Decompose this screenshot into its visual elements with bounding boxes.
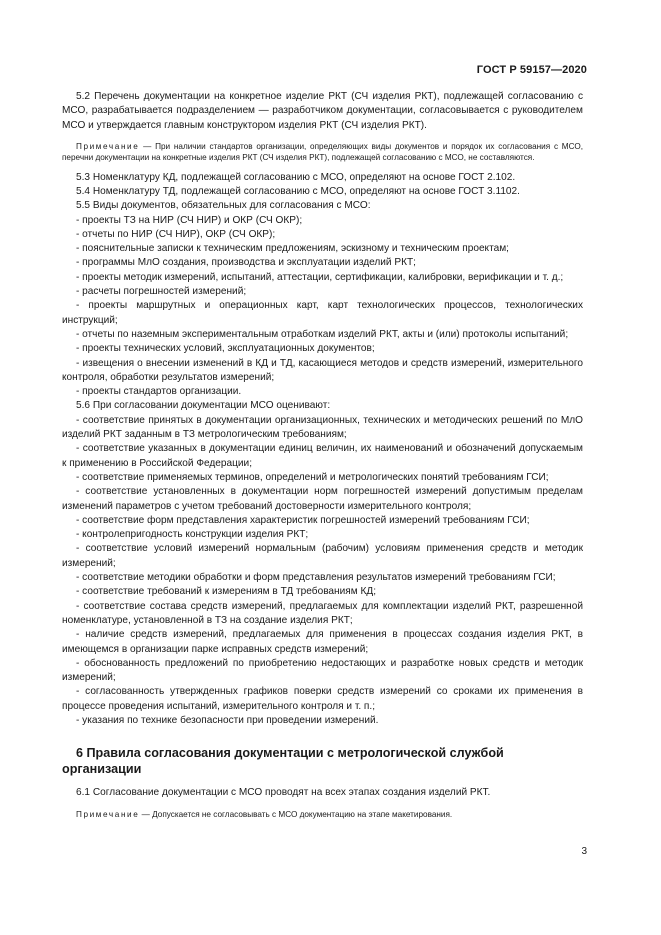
list-item: - пояснительные записки к техническим предложениям, эскизному и техническим проектам;: [76, 243, 509, 255]
standard-header: ГОСТ Р 59157—2020: [476, 64, 587, 76]
paragraph-5-3: 5.3 Номенклатуру КД, подлежащей согласованию с МСО, определяют на основе ГОСТ 2.102.: [76, 171, 516, 183]
list-item: - соответствие состава средств измерений, предлагаемых для комплектации изделий РКТ, разрешенной номенклатуре, установленной в ТЗ на создание изделия РКТ;: [62, 600, 583, 626]
list-item: - соответствие указанных в документации единиц величин, их наименований и обозначений допускаемым к применению в Российской Федерации;: [62, 443, 583, 469]
list-item: - проекты маршрутных и операционных карт, карт технологических процессов, технологических инструкций;: [62, 300, 583, 326]
paragraph-5-5: 5.5 Виды документов, обязательных для согласования с МСО:: [76, 200, 371, 212]
list-item: - согласованность утвержденных графиков поверки средств измерений со сроками их применения в процессе проведения испытаний, измерительного контроля и т. п.;: [62, 686, 583, 712]
note-text: — Допускается не согласовывать с МСО документацию на этапе макетирования.: [139, 809, 453, 819]
list-5-5: [62, 214, 583, 400]
list-item: - соответствие условий измерений нормальным (рабочим) условиям применения средств и методик измерений;: [62, 543, 583, 569]
list-item: - отчеты по НИР (СЧ НИР), ОКР (СЧ ОКР);: [76, 228, 276, 240]
list-item: - извещения о внесении изменений в КД и ТД, касающиеся методов и средств измерений, измерительного контроля, обработки результатов измерений;: [62, 357, 583, 383]
paragraph-5-6: 5.6 При согласовании документации МСО оценивают:: [76, 400, 331, 412]
note-label: Примечание: [76, 141, 140, 151]
list-item: - обоснованность предложений по приобретению недостающих и разработке новых средств и методик измерений;: [62, 657, 583, 684]
list-item: - соответствие применяемых терминов, определений и метрологических понятий требованиям ГСИ;: [76, 471, 549, 483]
paragraph-5-4: 5.4 Номенклатуру ТД, подлежащей согласованию с МСО, определяют на основе ГОСТ 3.1102.: [76, 186, 520, 197]
list-item: - соответствие форм представления характеристик погрешностей измерений требованиям ГСИ;: [76, 514, 530, 526]
list-item: - отчеты по наземным экспериментальным отработкам изделий РКТ, акты и (или) протоколы испытаний;: [76, 328, 569, 340]
list-5-6: [62, 414, 583, 729]
list-item: - соответствие требований к измерениям в ТД требованиям КД;: [76, 586, 376, 598]
list-item: - проекты технических условий, эксплуатационных документов;: [76, 343, 375, 355]
note-text: — При наличии стандартов организации, определяющих виды документов и порядок их согласования с МСО, перечни документации на конкретные изделия РКТ (СЧ изделия РКТ), подлежащей согласованию с МСО, не составляются.: [62, 141, 583, 163]
list-item: - соответствие принятых в документации организационных, технических и методических решений по МлО изделий РКТ заданным в ТЗ метрологическим требованиям;: [62, 414, 583, 441]
section-6-title: 6 Правила согласования документации с метрологической службой организации: [62, 746, 504, 776]
list-item: - соответствие установленных в документации норм погрешностей измерений допустимым пределам изменений параметров с учетом требований достоверности измерительного контроля;: [62, 486, 583, 512]
list-item: - расчеты погрешностей измерений;: [76, 286, 247, 298]
paragraph-5-2: 5.2 Перечень документации на конкретное изделие РКТ (СЧ изделия РКТ), подлежащей согласованию с МСО, разрабатывается подразделением — разработчиком документации, согласовывается с руководителем МСО и утверждается главным конструктором изделия РКТ (СЧ изделия РКТ).: [62, 91, 583, 131]
paragraph-6-1: 6.1 Согласование документации с МСО проводят на всех этапах создания изделий РКТ.: [76, 787, 491, 799]
list-item: - проекты методик измерений, испытаний, аттестации, сертификации, калибровки, верификации и т. д.;: [76, 271, 564, 283]
list-item: - наличие средств измерений, предлагаемых для применения в процессах создания изделия РКТ, в имеющемся в организации парке исправных средств измерений;: [62, 629, 583, 655]
list-item: - проекты стандартов организации.: [76, 386, 242, 398]
note-label: Примечание: [76, 809, 140, 819]
list-item: - контролепригодность конструкции изделия РКТ;: [76, 529, 309, 541]
note-1: [62, 141, 583, 164]
list-item: - проекты ТЗ на НИР (СЧ НИР) и ОКР (СЧ ОКР);: [76, 214, 303, 226]
document-body: [62, 90, 583, 827]
list-item: - указания по технике безопасности при проведении измерений.: [76, 714, 379, 726]
page-number: 3: [581, 846, 587, 857]
list-item: - соответствие методики обработки и форм представления результатов измерений требованиям ГСИ;: [76, 572, 556, 584]
list-item: - программы МлО создания, производства и эксплуатации изделий РКТ;: [76, 257, 416, 269]
note-2: [62, 809, 583, 820]
